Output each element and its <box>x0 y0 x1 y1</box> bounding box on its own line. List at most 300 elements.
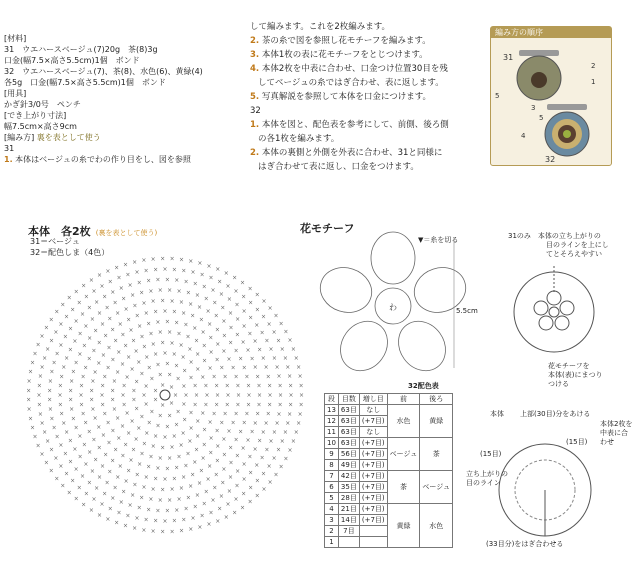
stitch-mark: × <box>60 482 66 490</box>
stitch-mark: × <box>141 257 147 265</box>
color-table-row <box>325 405 453 416</box>
stitch-mark: × <box>264 446 270 454</box>
stitch-mark: × <box>139 333 145 341</box>
stitch-mark: × <box>247 330 253 338</box>
stitch-mark: × <box>149 375 155 383</box>
stitch-mark: × <box>116 349 122 357</box>
color-table-cell: (+7目) <box>359 449 387 460</box>
instr-s2b: はぎ合わせて表に返し、口金をつけます。 <box>258 162 419 172</box>
color-table-cell: 7目 <box>338 526 359 537</box>
stitch-mark: × <box>267 382 273 390</box>
stitch-mark: × <box>107 315 113 323</box>
stitch-mark: × <box>241 476 247 484</box>
stitch-mark: × <box>64 428 70 436</box>
stitch-mark: × <box>87 334 93 342</box>
color-table-cell: 10 <box>325 438 339 449</box>
stitch-mark: × <box>67 458 74 466</box>
stitch-mark: × <box>91 496 97 504</box>
stitch-mark: × <box>132 481 138 489</box>
stitch-mark: × <box>73 424 79 432</box>
color-table-cell: (+7目) <box>359 438 387 449</box>
stitch-mark: × <box>110 356 116 364</box>
stitch-mark: × <box>45 346 51 353</box>
stitch-mark: × <box>238 355 244 363</box>
stitch-mark: × <box>222 410 228 418</box>
stitch-mark: × <box>240 445 246 453</box>
instr-s1: 本体を図と、配色表を参考にして、前側、後ろ側 <box>261 120 449 130</box>
stitch-mark: × <box>205 476 211 484</box>
stitch-mark: × <box>164 360 170 368</box>
stitch-mark: × <box>128 457 134 465</box>
stitch-mark: × <box>255 373 261 381</box>
stitch-mark: × <box>127 281 133 289</box>
stitch-mark: × <box>83 322 89 330</box>
stitch-mark: × <box>141 343 147 351</box>
color-table-cell: 6 <box>325 482 339 493</box>
stitch-mark: × <box>178 485 184 493</box>
stitch-mark: × <box>297 373 303 381</box>
stitch-mark: × <box>96 444 102 452</box>
stitch-mark: × <box>201 342 207 350</box>
stitch-mark: × <box>136 504 142 512</box>
stitch-mark: × <box>102 373 108 381</box>
stitch-mark: × <box>121 488 127 496</box>
stitch-mark: × <box>48 337 55 345</box>
stitch-mark: × <box>133 348 139 356</box>
stitch-mark: × <box>234 482 240 490</box>
stitch-mark: × <box>248 484 254 492</box>
stitch-mark: × <box>233 496 239 504</box>
stitch-mark: × <box>221 451 227 459</box>
stitch-mark: × <box>288 401 294 409</box>
stitch-mark: × <box>53 455 59 462</box>
stitch-mark: × <box>81 282 87 290</box>
stitch-mark: × <box>195 365 201 373</box>
stitch-mark: × <box>247 453 253 461</box>
stitch-mark: × <box>144 429 150 437</box>
stitch-mark: × <box>178 342 184 350</box>
assembly-rise <box>466 470 508 488</box>
stitch-mark: × <box>257 437 263 445</box>
stitch-mark: × <box>49 368 55 376</box>
stitch-mark: × <box>162 308 168 315</box>
stitch-mark: × <box>274 420 280 427</box>
stitch-mark: × <box>103 451 109 459</box>
stitch-mark: × <box>90 377 96 385</box>
stitch-mark: × <box>219 364 225 372</box>
body-chart <box>20 245 320 560</box>
color-table-color: ベージュ <box>387 438 420 471</box>
materials-line31b: 口金(幅7.5×高さ5.5cm)1個 ボンド <box>4 56 140 65</box>
note31-l2: 目のラインを上にし <box>546 241 609 249</box>
stitch-mark: × <box>37 410 43 418</box>
stitch-mark: × <box>118 285 124 293</box>
stitch-mark: × <box>102 293 108 301</box>
stitch-mark: × <box>96 423 102 431</box>
stitch-mark: × <box>206 262 212 270</box>
stitch-mark: × <box>283 455 289 463</box>
stitch-mark: × <box>192 280 198 288</box>
stitch-mark: × <box>238 428 244 436</box>
stitch-mark: × <box>96 339 102 347</box>
stitch-mark: × <box>130 491 136 499</box>
stitch-mark: × <box>58 463 64 470</box>
assembly-side1: 本体2枚を <box>600 420 633 428</box>
stitch-mark: × <box>287 337 293 345</box>
stitch-mark: × <box>100 382 106 390</box>
stitch-mark: × <box>190 312 196 320</box>
stitch-mark: × <box>171 517 177 525</box>
stitch-mark: × <box>180 429 186 437</box>
stitch-mark: × <box>90 406 96 414</box>
stitch-mark: × <box>160 402 166 410</box>
body-chart-stitches <box>26 256 304 536</box>
stitch-mark: × <box>134 269 140 277</box>
stitch-mark: × <box>155 318 161 326</box>
stitch-mark: × <box>116 434 122 442</box>
stitch-mark: × <box>150 528 156 535</box>
stitch-mark: × <box>208 449 214 457</box>
stitch-mark: × <box>139 289 145 297</box>
stitch-mark: × <box>215 266 221 274</box>
color-table-header <box>325 394 453 405</box>
stitch-mark: × <box>130 292 136 300</box>
stitch-mark: × <box>155 465 161 473</box>
stitch-mark: × <box>139 450 145 458</box>
stitch-mark: × <box>53 329 59 336</box>
color-table-cell <box>359 526 387 537</box>
stitch-mark: × <box>125 271 131 279</box>
color-table-cell: 14目 <box>338 515 359 526</box>
stitch-mark: × <box>232 274 238 282</box>
stitch-mark: × <box>73 465 79 473</box>
stitch-mark: × <box>279 346 285 353</box>
stitch-mark: × <box>102 490 108 498</box>
stitch-mark: × <box>248 314 254 322</box>
stitch-mark: × <box>285 364 291 371</box>
stitch-mark: × <box>141 299 147 307</box>
stitch-mark: × <box>298 401 304 409</box>
stitch-mark: × <box>176 330 182 338</box>
stitch-mark: × <box>241 293 247 301</box>
stitch-mark: × <box>194 292 200 300</box>
stitch-mark: × <box>167 287 173 295</box>
stitch-mark: × <box>268 437 274 445</box>
stitch-mark: × <box>77 330 83 338</box>
stitch-mark: × <box>241 461 247 469</box>
color-table <box>324 393 453 548</box>
color-table-cell: 7 <box>325 471 339 482</box>
stitch-mark: × <box>93 327 99 335</box>
stitch-mark: × <box>282 354 288 362</box>
stitch-mark: × <box>178 527 185 535</box>
stitch-mark: × <box>96 309 103 317</box>
stitch-mark: × <box>230 364 236 372</box>
stitch-mark: × <box>91 436 97 444</box>
stitch-mark: × <box>183 321 189 329</box>
materials-line32b: 各5g 口金(幅7.5×高さ5.5cm)1個 ボンド <box>4 78 166 87</box>
stitch-mark: × <box>267 478 273 486</box>
stitch-mark: × <box>63 313 70 321</box>
stitch-mark: × <box>107 505 113 513</box>
stitch-mark: × <box>155 276 161 284</box>
stitch-mark: × <box>155 361 161 369</box>
color-table-cell: 42目 <box>338 471 359 482</box>
stitch-mark: × <box>146 506 152 514</box>
assembly-body: 本体 <box>490 410 504 418</box>
stitch-mark: × <box>215 517 221 525</box>
flower-size: 5.5cm <box>456 307 478 315</box>
stitch-mark: × <box>277 382 283 390</box>
stitch-mark: × <box>47 377 53 385</box>
materials-header: [材料] <box>4 34 27 43</box>
stitch-mark: × <box>169 486 175 494</box>
steps-photos <box>491 38 611 164</box>
stitch-mark: × <box>116 274 122 282</box>
stitch-mark: × <box>228 444 234 452</box>
stitch-mark: × <box>282 429 288 437</box>
stitch-mark: × <box>190 514 196 522</box>
assembly-bottom: (33目分)をはぎ合わせる <box>486 540 564 548</box>
stitch-mark: × <box>126 467 132 475</box>
color-table-cell: 2 <box>325 526 339 537</box>
stitch-mark: × <box>83 490 89 498</box>
col-header-back: 後ろ <box>420 394 453 405</box>
stitch-mark: × <box>249 355 255 363</box>
stitch-mark: × <box>271 429 277 436</box>
stitch-mark: × <box>268 346 274 354</box>
stitch-mark: × <box>155 507 161 515</box>
steps-label-0: 31 <box>503 53 514 62</box>
stitch-mark: × <box>220 479 226 487</box>
clasp-31 <box>519 50 559 56</box>
stitch-mark: × <box>164 276 170 284</box>
stitch-mark: × <box>120 392 126 399</box>
stitch-mark: × <box>188 424 194 432</box>
instr-line4: 本体2枚を中表に合わせ、口金つけ位置30目を残 <box>261 64 448 74</box>
color-table-cell: (+7目) <box>359 515 387 526</box>
stitch-mark: × <box>115 310 121 318</box>
color-table-row <box>325 438 453 449</box>
stitch-mark: × <box>57 382 63 390</box>
stitch-mark: × <box>115 473 121 481</box>
stitch-mark: × <box>164 423 170 431</box>
stitch-mark: × <box>178 441 184 449</box>
stitch-mark: × <box>214 392 221 399</box>
stitch-mark: × <box>274 364 280 371</box>
assembly-side2: 中表に合わせ <box>600 429 628 446</box>
flower-31 <box>531 72 547 88</box>
stitch-mark: × <box>83 293 89 301</box>
stitch-mark: × <box>201 283 207 291</box>
assembly-rise2: 目のライン <box>466 479 501 487</box>
stitch-mark: × <box>160 381 166 389</box>
stitch-mark: × <box>234 452 240 460</box>
stitch-mark: × <box>254 492 260 500</box>
stitch-mark: × <box>181 267 187 275</box>
stitch-mark: × <box>174 506 180 514</box>
stitch-mark: × <box>47 387 53 395</box>
stitch-mark: × <box>47 406 53 414</box>
stitch-mark: × <box>203 382 209 390</box>
flower-cut-legend: ▼＝糸を切る <box>418 236 459 244</box>
color-table-color: 茶 <box>387 471 420 504</box>
stitch-mark: × <box>174 464 180 472</box>
stitch-mark: × <box>266 463 272 470</box>
stitch-mark: × <box>168 400 175 408</box>
stitch-mark: × <box>249 428 255 436</box>
materials-line32: 32 ウエハースベージュ(7)、茶(8)、水色(6)、黄緑(4) <box>4 67 203 76</box>
stitch-mark: × <box>188 258 194 265</box>
stitch-mark: × <box>32 433 38 441</box>
stitch-mark: × <box>217 278 223 286</box>
stitch-mark: × <box>160 528 166 536</box>
stitch-mark: × <box>208 349 214 357</box>
stitch-mark: × <box>111 378 117 385</box>
stitch-mark: × <box>221 465 227 473</box>
stitch-mark: × <box>276 373 282 381</box>
stitch-mark: × <box>254 321 260 329</box>
stitch-mark: × <box>277 401 283 409</box>
stitch-mark: × <box>267 305 273 313</box>
stitch-mark: × <box>146 320 152 328</box>
stitch-mark: × <box>239 279 246 287</box>
stitch-mark: × <box>234 301 240 309</box>
stitch-mark: × <box>288 392 294 399</box>
stitch-mark: × <box>207 365 213 373</box>
stitch-mark: × <box>141 440 147 448</box>
stitch-mark: × <box>182 367 188 375</box>
stitch-mark: × <box>187 438 193 446</box>
stitch-mark: × <box>39 364 45 371</box>
stitch-mark: × <box>61 419 67 427</box>
stitch-mark: × <box>221 436 227 443</box>
instr-num3: 3. <box>250 50 260 60</box>
stitch-mark: × <box>141 484 147 492</box>
stitch-mark: × <box>225 282 231 290</box>
stitch-mark: × <box>233 436 239 444</box>
stitch-mark: × <box>208 434 214 442</box>
stitch-mark: × <box>175 408 181 416</box>
stitch-mark: × <box>59 410 65 418</box>
stitch-mark: × <box>117 320 123 328</box>
stitch-mark: × <box>244 410 250 418</box>
color-table-cell: 63目 <box>338 438 359 449</box>
stitch-mark: × <box>110 396 116 404</box>
stitch-mark: × <box>234 331 240 339</box>
stitch-mark: × <box>157 329 163 337</box>
stitch-mark: × <box>200 329 206 337</box>
stitch-mark: × <box>137 461 143 468</box>
stitch-mark: × <box>111 406 117 413</box>
stitch-mark: × <box>153 475 159 483</box>
stitch-mark: × <box>132 258 138 266</box>
stitch-mark: × <box>123 441 129 449</box>
stitch-mark: × <box>260 313 267 321</box>
stitch-mark: × <box>70 306 76 314</box>
stitch-mark: × <box>199 512 205 520</box>
stitch-mark: × <box>252 338 258 346</box>
stitch-mark: × <box>139 370 145 378</box>
stitch-mark: × <box>180 354 186 362</box>
stitch-mark: × <box>150 485 156 493</box>
stitch-mark: × <box>123 342 129 350</box>
stitch-mark: × <box>193 337 200 345</box>
stitch-mark: × <box>77 453 83 461</box>
size-header: [でき上がり寸法] <box>4 111 67 120</box>
stitch-mark: × <box>69 406 75 414</box>
stitch-mark: × <box>35 341 41 349</box>
color-table-cell <box>359 537 387 548</box>
color-table-cell: 12 <box>325 416 339 427</box>
stitch-mark: × <box>103 332 109 340</box>
color-table-cell: 35目 <box>338 482 359 493</box>
howto-highlight: 裏を表として使う <box>36 133 101 142</box>
stitch-mark: × <box>96 474 103 482</box>
stitch-mark: × <box>107 278 113 286</box>
stitch-mark: × <box>192 324 198 332</box>
stitch-mark: × <box>259 454 265 462</box>
stitch-mark: × <box>290 345 296 353</box>
stitch-mark: × <box>26 387 32 395</box>
stitch-mark: × <box>78 401 85 409</box>
stitch-mark: × <box>78 392 84 399</box>
stitch-mark: × <box>208 334 214 342</box>
stitch-mark: × <box>254 306 260 314</box>
stitch-mark: × <box>153 266 159 274</box>
stitch-mark: × <box>126 354 132 362</box>
color-table-cell: 13 <box>325 405 339 416</box>
stitch-mark: × <box>215 340 221 348</box>
instr-s1-num: 1. <box>250 120 260 130</box>
stitch-mark: × <box>252 364 258 372</box>
tools-header: [用具] <box>4 89 27 98</box>
stitch-mark: × <box>201 441 207 449</box>
stitch-mark: × <box>194 491 200 499</box>
stitch-mark: × <box>29 424 36 432</box>
stitch-mark: × <box>110 326 116 334</box>
stitch-mark: × <box>99 321 106 329</box>
stitch-mark: × <box>148 330 154 338</box>
stitch-mark: × <box>273 471 279 479</box>
stitch-mark: × <box>67 346 73 354</box>
stitch-mark: × <box>131 396 137 404</box>
stitch-mark: × <box>246 392 252 399</box>
stitch-mark: × <box>241 490 247 498</box>
stitch-mark: × <box>124 410 130 418</box>
howto-sub: 31 <box>4 144 15 153</box>
stitch-mark: × <box>233 287 239 295</box>
steps-label-4: 4 <box>521 132 526 140</box>
instr-num5: 5. <box>250 92 260 102</box>
stitch-mark: × <box>213 312 219 320</box>
stitch-mark: × <box>54 308 60 316</box>
stitch-mark: × <box>176 453 182 461</box>
stitch-mark: × <box>105 419 111 427</box>
stitch-mark: × <box>199 271 205 279</box>
stitch-mark: × <box>188 526 194 533</box>
note31-flower <box>534 291 574 330</box>
stitch-mark: × <box>130 337 137 345</box>
stitch-mark: × <box>132 302 138 310</box>
stitch-mark: × <box>47 396 53 404</box>
color-table-cell: 5 <box>325 493 339 504</box>
stitch-mark: × <box>188 374 194 382</box>
color-table-color: 黄緑 <box>387 504 420 548</box>
assembly-rise1: 立ち上がりの <box>466 470 508 478</box>
stitch-mark: × <box>226 355 232 363</box>
stitch-mark: × <box>167 412 173 420</box>
